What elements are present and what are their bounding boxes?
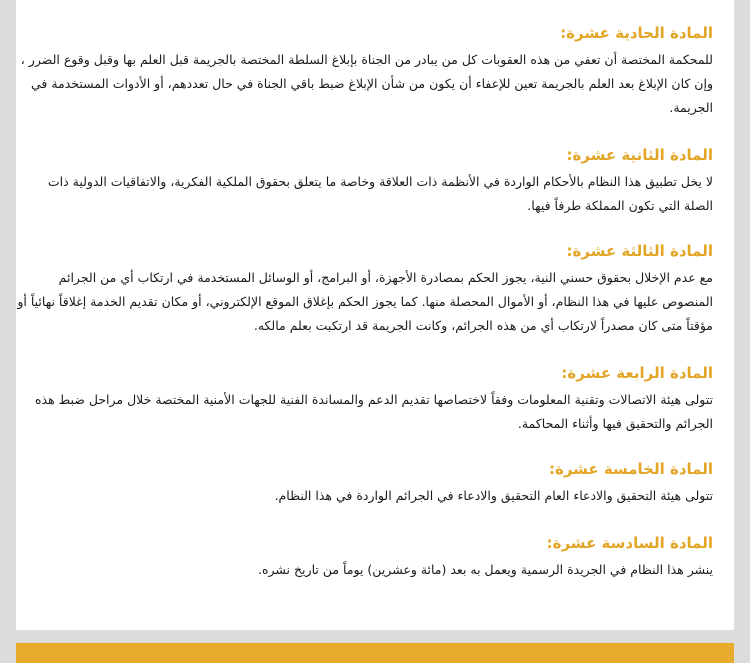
article-heading: المادة الرابعة عشرة: [561,364,713,382]
article-text: ينشر هذا النظام في الجريدة الرسمية ويعمل به بعد (مائة وعشرين) يوماً من تاريخ نشره. [257,562,713,577]
article-16 [16,532,713,582]
article-14 [16,362,713,436]
article-13 [16,240,713,338]
article-12 [16,144,713,218]
article-heading: المادة الخامسة عشرة: [548,460,713,478]
article-text: لا يخل تطبيق هذا النظام بالأحكام الواردة في الأنظمة ذات العلاقة وخاصة ما يتعلق بحقوق الملكية الفكرية، والاتفاقيات الدولية ذات الصلة التي تكون المملكة طرفاً فيها. [47,174,713,213]
footer-bar [16,643,734,663]
article-text: تتولى هيئة التحقيق والادعاء العام التحقيق والادعاء في الجرائم الواردة في هذا النظام. [274,488,713,503]
document-page [16,0,734,630]
article-text: تتولى هيئة الاتصالات وتقنية المعلومات وفقاً لاختصاصها تقديم الدعم والمساندة الفنية للجهات الأمنية المختصة خلال مراحل ضبط هذه الجرائم والتحقيق فيها وأثناء المحاكمة. [34,392,713,431]
article-heading: المادة الثالثة عشرة: [566,242,713,260]
article-heading: المادة الحادية عشرة: [560,24,713,42]
article-heading: المادة السادسة عشرة: [546,534,713,552]
article-15 [16,458,713,508]
article-11 [16,22,713,120]
article-heading: المادة الثانية عشرة: [566,146,713,164]
article-text: للمحكمة المختصة أن تعفي من هذه العقوبات كل من يبادر من الجناة بإبلاغ السلطة المختصة بالجريمة قبل العلم بها وقبل وقوع الضرر ، وإن كان الإبلاغ بعد العلم بالجريمة تعين للإعفاء أن يكون من شأن الإبلاغ ضبط باقي الجناة في حال تعددهم، أو الأدوات المستخدمة في الجريمة. [20,52,713,115]
article-text: مع عدم الإخلال بحقوق حسني النية، يجوز الحكم بمصادرة الأجهزة، أو البرامج، أو الوسائل المستخدمة في ارتكاب أي من الجرائم المنصوص عليها في هذا النظام، أو الأموال المحصلة منها. كما يجوز الحكم بإغلاق الموقع الإلكتروني، أو مكان تقديم الخدمة إغلاقاً نهائياً أو مؤقتاً متى كان مصدراً لارتكاب أي من هذه الجرائم، وكانت الجريمة قد ارتكبت بعلم مالكه. [17,270,713,333]
